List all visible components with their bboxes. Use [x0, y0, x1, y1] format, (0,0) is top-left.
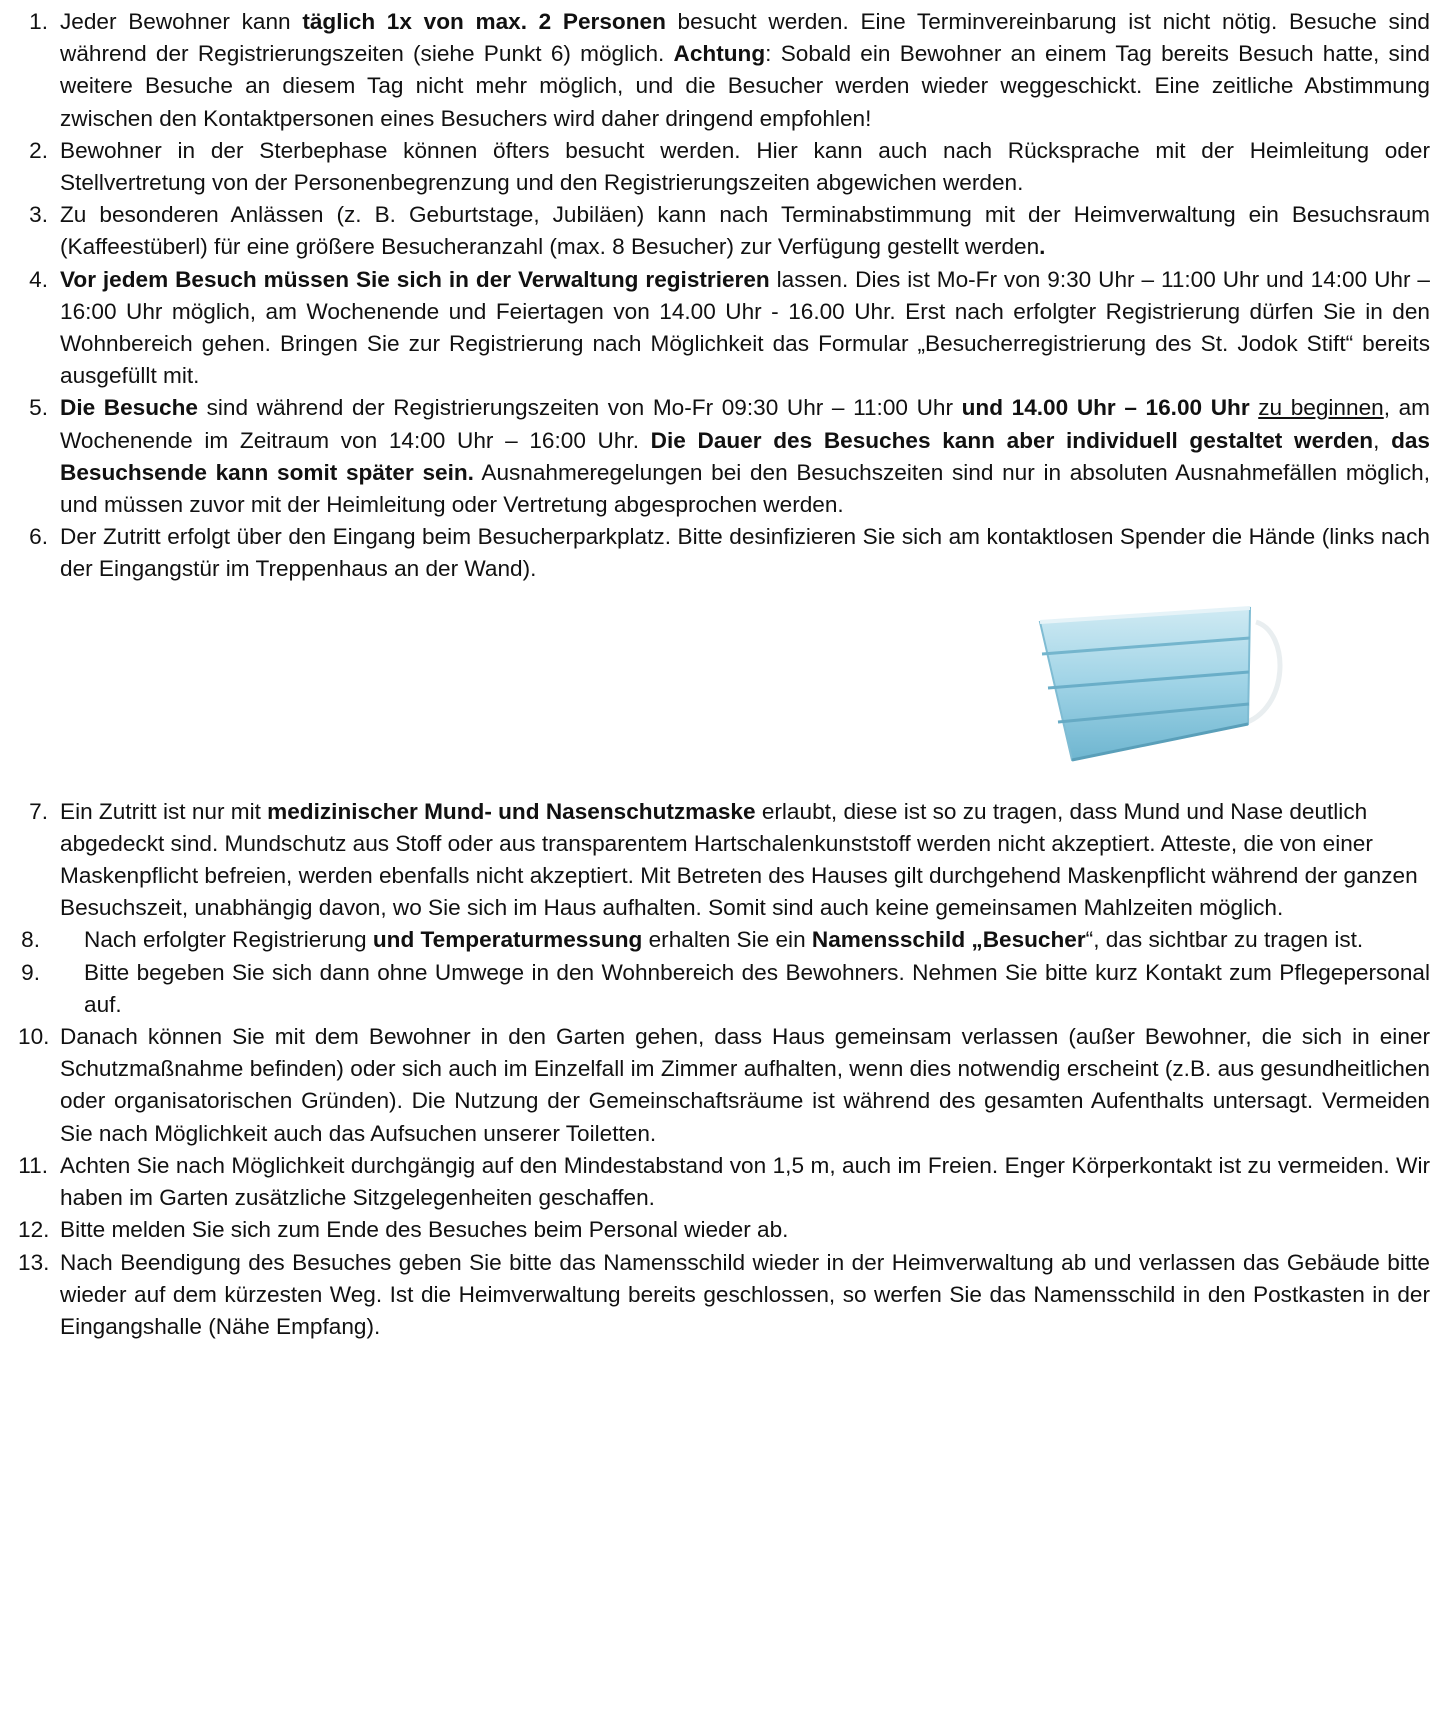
text-run: Ausnahmeregelungen bei den Besuchszeiten sind nur in absoluten Ausnahmefällen möglich, und müssen zuvor mit der Heimleitung oder Vertretung abgesprochen werden.	[60, 459, 1430, 518]
bold-text: und Temperaturmessung	[372, 927, 643, 953]
item-number: 2.	[29, 137, 48, 163]
list-item	[18, 1247, 1430, 1344]
item-text	[60, 392, 1430, 521]
item-text	[84, 924, 1430, 956]
text-run: “, das sichtbar zu tragen ist.	[1085, 927, 1364, 953]
text-run: Achten Sie nach Möglichkeit durchgängig auf den Mindestabstand von 1,5 m, auch im Freien. Enger Körperkontakt ist zu vermeiden. Wir haben im Garten zusätzliche Sitzgelegenheiten geschaffen.	[60, 1152, 1430, 1211]
item-text	[60, 6, 1430, 135]
text-run: erhalten Sie ein	[642, 927, 812, 953]
item-number: 5.	[29, 395, 48, 421]
text-run: Bitte melden Sie sich zum Ende des Besuches beim Personal wieder ab.	[60, 1217, 789, 1243]
list-item	[18, 199, 1430, 263]
item-text	[60, 521, 1430, 585]
list-item	[18, 392, 1430, 521]
underlined-text: zu beginnen	[1258, 395, 1384, 421]
item-number: 1.	[29, 9, 48, 34]
list-item	[18, 6, 1430, 135]
list-item	[18, 264, 1430, 393]
list-item	[18, 796, 1430, 925]
text-run: Zu besonderen Anlässen (z. B. Geburtstage, Jubiläen) kann nach Terminabstimmung mit der Heimverwaltung ein Besuchsraum (Kaffeestüberl) für eine größere Besucheranzahl (max. 8 Besucher) zur Verfügung gestellt werden	[60, 202, 1430, 260]
text-run: erlaubt, diese ist so zu tragen, dass Mund und Nase deutlich abgedeckt sind. Mundschutz aus Stoff oder aus transparentem Hartschalenkunststoff werden nicht akzeptiert. Atteste, die von einer Maskenpflicht befreien, werden ebenfalls nicht akzeptiert. Mit Betreten des Hauses gilt durchgehend Maskenpflicht während der ganzen Besuchszeit, unabhängig davon, wo Sie sich im Haus aufhalten. Somit sind auch keine gemeinsamen Mahlzeiten möglich.	[60, 798, 1418, 921]
bold-text: medizinischer Mund- und Nasenschutzmaske	[267, 798, 756, 824]
bold-text: Die Dauer des Besuches kann aber individuell gestaltet werden	[650, 427, 1374, 453]
item-number: 12.	[18, 1217, 50, 1243]
list-item	[18, 1021, 1430, 1150]
text-run: Nach erfolgter Registrierung	[84, 927, 373, 953]
item-text	[60, 264, 1430, 393]
item-text	[60, 135, 1430, 199]
list-item	[18, 521, 1430, 585]
text-run: Der Zutritt erfolgt über den Eingang beim Besucherparkplatz. Bitte desinfizieren Sie sich am kontaktlosen Spender die Hände (links nach der Eingangstür im Treppenhaus an der Wand).	[60, 524, 1430, 582]
text-run: Bewohner in der Sterbephase können öfters besucht werden. Hier kann auch nach Rücksprache mit der Heimleitung oder Stellvertretung von der Personenbegrenzung und den Registrierungszeiten abgewichen werden.	[60, 137, 1430, 196]
item-text	[60, 1150, 1430, 1214]
bold-text: und 14.00 Uhr – 16.00 Uhr	[961, 395, 1250, 421]
item-number: 11.	[18, 1152, 48, 1178]
list-item	[18, 957, 1430, 1021]
item-number: 13.	[18, 1249, 50, 1275]
bold-text: Vor jedem Besuch müssen Sie sich in der Verwaltung registrieren	[60, 266, 770, 292]
text-run: lassen. Dies ist Mo-Fr von 9:30 Uhr – 11:00 Uhr und 14:00 Uhr – 16:00 Uhr möglich, am Wochenende und Feiertagen von 14.00 Uhr - 16.00 Uhr. Erst nach erfolgter Registrierung dürfen Sie in den Wohnbereich gehen. Bringen Sie zur Registrierung nach Möglichkeit das Formular „Besucherregistrierung des St. Jodok Stift“ bereits ausgefüllt mit.	[60, 266, 1430, 389]
text-run: Danach können Sie mit dem Bewohner in den Garten gehen, dass Haus gemeinsam verlassen (außer Bewohner, die sich in einer Schutzmaßnahme befinden) oder sich auch im Einzelfall im Zimmer aufhalten, wenn dies notwendig erscheint (z.B. aus gesundheitlichen oder organisatorischen Gründen). Die Nutzung der Gemeinschaftsräume ist während des gesamten Aufenthalts untersagt. Vermeiden Sie nach Möglichkeit auch das Aufsuchen unserer Toiletten.	[60, 1024, 1430, 1146]
item-number: 6.	[29, 524, 48, 550]
item-text	[60, 796, 1430, 925]
list-item	[18, 924, 1430, 956]
item-text	[84, 957, 1430, 1021]
item-text	[60, 1214, 1430, 1246]
text-run: Bitte begeben Sie sich dann ohne Umwege in den Wohnbereich des Bewohners. Nehmen Sie bitte kurz Kontakt zum Pflegepersonal auf.	[84, 959, 1430, 1017]
item-number: 3.	[29, 202, 48, 228]
text-run: sind während der Registrierungszeiten von Mo-Fr 09:30 Uhr – 11:00 Uhr	[197, 395, 962, 421]
document-page	[18, 6, 1430, 1343]
text-run: besucht werden. Eine Terminvereinbarung ist nicht nötig. Besuche sind während der Registrierungszeiten (siehe Punkt 6) möglich.	[60, 9, 1430, 67]
list-item	[18, 1150, 1430, 1214]
item-number: 4.	[29, 266, 48, 292]
text-run: Ein Zutritt ist nur mit	[60, 798, 268, 824]
text-run: : Sobald ein Bewohner an einem Tag bereits Besuch hatte, sind weitere Besuche an diesem Tag nicht mehr möglich, und die Besucher werden wieder weggeschickt. Eine zeitliche Abstimmung zwischen den Kontaktpersonen eines Besuchers wird daher dringend empfohlen!	[60, 41, 1430, 131]
item-number: 9.	[21, 959, 40, 985]
bold-text: .	[1039, 234, 1046, 260]
item-number: 7.	[29, 798, 48, 824]
list-item	[18, 135, 1430, 199]
bold-text: das Besuchsende kann somit später sein.	[60, 427, 1430, 485]
text-run: Jeder Bewohner kann	[60, 9, 303, 34]
item-number: 10.	[18, 1024, 50, 1050]
text-run	[1250, 395, 1259, 420]
item-text	[60, 1021, 1430, 1150]
bold-text: Achtung	[673, 41, 766, 67]
bold-text: Namensschild „Besucher	[811, 927, 1086, 953]
text-run: Nach Beendigung des Besuches geben Sie bitte das Namensschild wieder in der Heimverwaltung ab und verlassen das Gebäude bitte wieder auf dem kürzesten Weg. Ist die Heimverwaltung bereits geschlossen, so werfen Sie das Namensschild in den Postkasten in der Eingangshalle (Nähe Empfang).	[60, 1249, 1430, 1339]
list-item	[18, 1214, 1430, 1246]
item-number: 8.	[21, 927, 40, 953]
bold-text: Die Besuche	[60, 395, 198, 421]
bold-text: täglich 1x von max. 2 Personen	[302, 9, 666, 34]
item-text	[60, 199, 1430, 263]
text-run: ,	[1373, 427, 1392, 453]
text-run: , am Wochenende im Zeitraum von 14:00 Uhr – 16:00 Uhr.	[60, 395, 1430, 453]
surgical-mask-image	[1028, 592, 1283, 767]
mask-image-area	[18, 586, 1430, 796]
item-text	[60, 1247, 1430, 1344]
